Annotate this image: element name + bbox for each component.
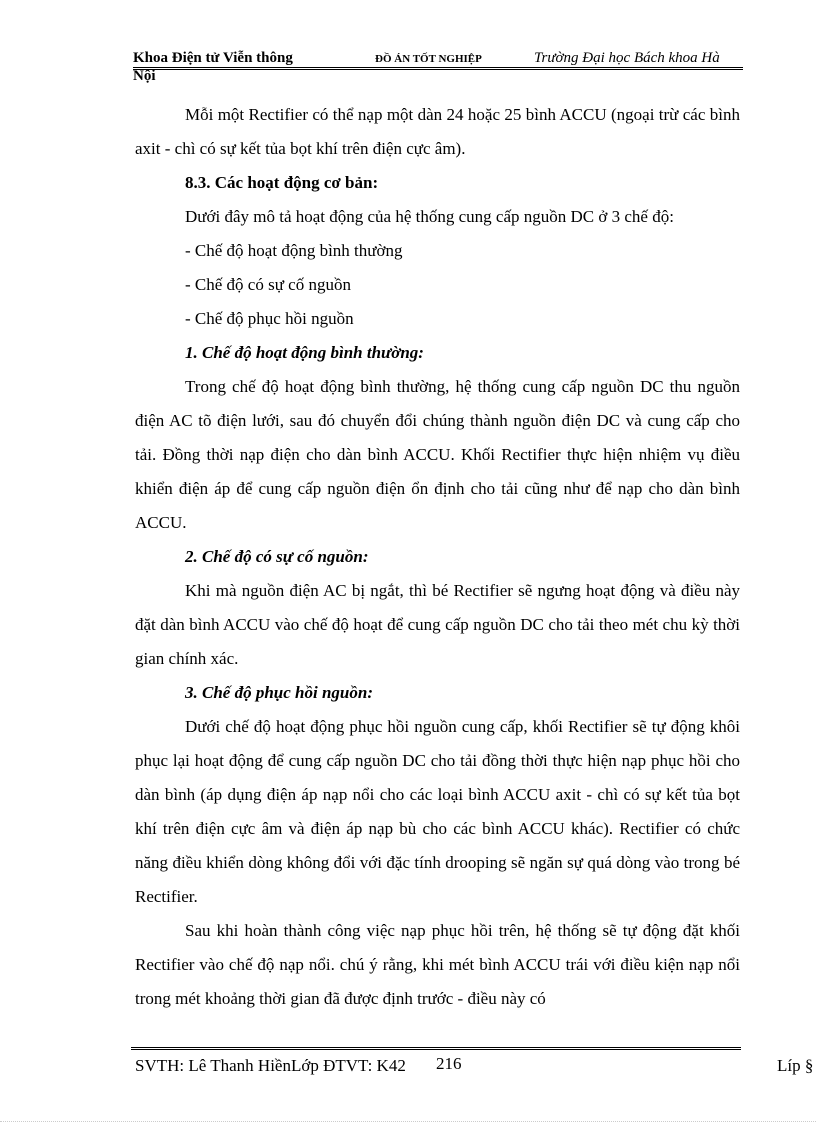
paragraph: Mỗi một Rectifier có thể nạp một dàn 24 hoặc 25 bình ACCU (ngoại trừ các bình axit - chì có sự kết tủa bọt khí trên điện cực âm). — [135, 105, 740, 158]
footer-class: Líp § — [777, 1056, 814, 1075]
header-rule — [133, 67, 743, 70]
subsection-heading: 2. Chế độ có sự cố nguồn: — [185, 547, 369, 566]
page-edge-dotted-line — [0, 1121, 816, 1122]
list-item: - Chế độ hoạt động bình thường — [185, 241, 403, 260]
subsection-heading: 1. Chế độ hoạt động bình thường: — [185, 343, 424, 362]
section-heading: 8.3. Các hoạt động cơ bản: — [185, 173, 379, 192]
header-university: Trường Đại học Bách khoa Hà — [534, 50, 720, 66]
footer-rule — [131, 1047, 741, 1050]
header-thesis-title: ĐỒ ÁN TỐT NGHIỆP — [375, 53, 482, 65]
list-item: - Chế độ có sự cố nguồn — [185, 275, 351, 294]
paragraph: Khi mà nguồn điện AC bị ngắt, thì bé Rectifier sẽ ngưng hoạt động và điều này đặt dàn bình ACCU vào chế độ hoạt để cung cấp nguồn DC cho tải theo mét chu kỳ thời gian chính xác. — [135, 581, 740, 668]
list-item: - Chế độ phục hồi nguồn — [185, 309, 354, 328]
footer-student: SVTH: Lê Thanh HiềnLớp ĐTVT: K42 — [135, 1056, 406, 1075]
paragraph: Dưới đây mô tả hoạt động của hệ thống cung cấp nguồn DC ở 3 chế độ: — [185, 207, 674, 226]
subsection-heading: 3. Chế độ phục hồi nguồn: — [185, 683, 373, 702]
header-university-wrap: Nội — [133, 68, 156, 84]
paragraph: Trong chế độ hoạt động bình thường, hệ thống cung cấp nguồn DC thu nguồn điện AC tõ điện lưới, sau đó chuyển đổi chúng thành nguồn điện DC và cung cấp cho tải. Đồng thời nạp điện cho dàn bình ACCU. Khối Rectifier thực hiện nhiệm vụ điều khiển điện áp để cung cấp nguồn điện ổn định cho tải cũng như để nạp cho dàn bình ACCU. — [135, 377, 740, 532]
page-number: 216 — [436, 1054, 462, 1073]
page-body — [135, 98, 740, 1016]
header-faculty: Khoa Điện tử Viễn thông — [133, 50, 293, 66]
paragraph: Sau khi hoàn thành công việc nạp phục hồi trên, hệ thống sẽ tự động đặt khối Rectifier vào chế độ nạp nổi. chú ý rằng, khi mét bình ACCU trái với điều kiện nạp nổi trong mét khoảng thời gian đã được định trước - điều này có — [135, 921, 740, 1008]
paragraph: Dưới chế độ hoạt động phục hồi nguồn cung cấp, khối Rectifier sẽ tự động khôi phục lại hoạt động để cung cấp nguồn DC cho tải đồng thời thực hiện nạp phục hồi cho dàn bình (áp dụng điện áp nạp nổi cho các loại bình ACCU axit - chì có sự kết tủa bọt khí trên điện cực âm và điện áp nạp bù cho các bình ACCU khác). Rectifier có chức năng điều khiển dòng không đổi với đặc tính drooping sẽ ngăn sự quá dòng vào trong bé Rectifier. — [135, 717, 740, 906]
